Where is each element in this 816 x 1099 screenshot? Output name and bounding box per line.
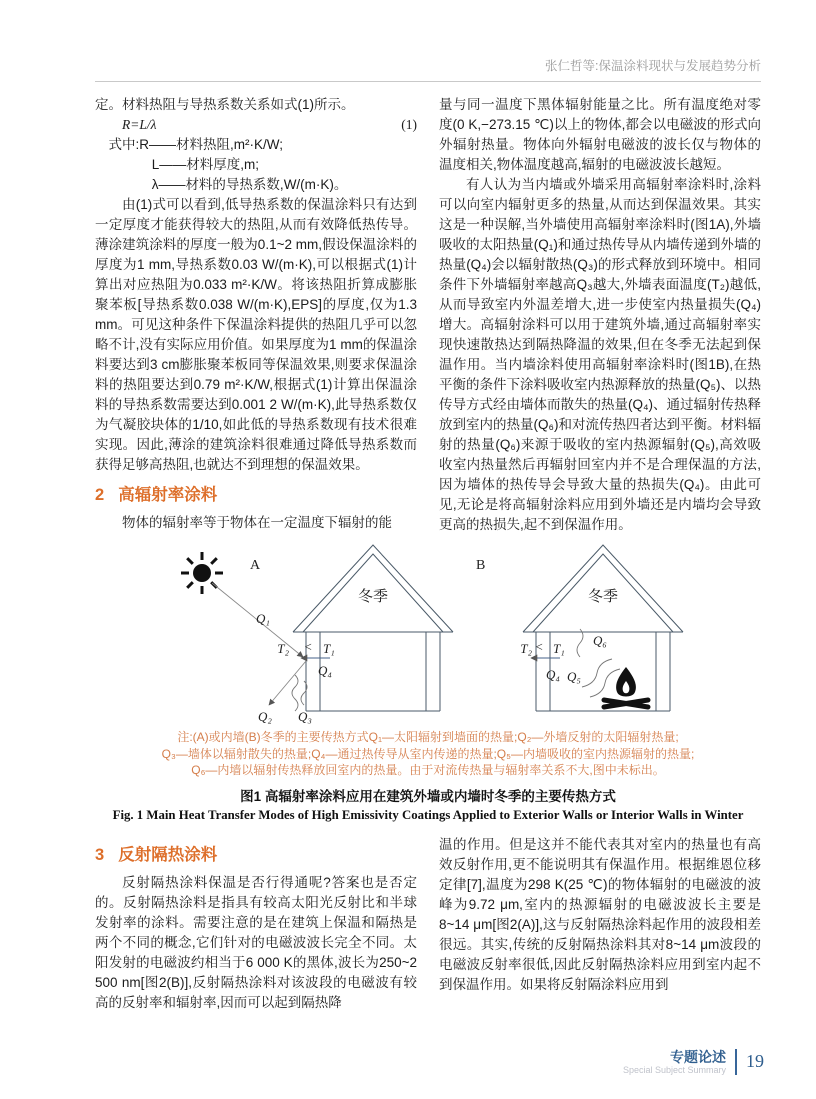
equation-1 bbox=[95, 115, 417, 135]
figure-1 bbox=[95, 539, 761, 823]
top-two-column-section bbox=[95, 95, 761, 535]
q6-label: Q₆ bbox=[593, 633, 607, 648]
page-footer bbox=[623, 1049, 764, 1075]
radiated-heat-waves-q3 bbox=[292, 675, 307, 711]
variable-definition: 式中:R——材料热阻,m²·K/W; bbox=[108, 137, 283, 152]
sun-icon bbox=[181, 552, 223, 594]
left-column-bottom bbox=[95, 835, 417, 1013]
right-column-top bbox=[439, 95, 761, 535]
section-2-heading bbox=[95, 484, 417, 506]
variable-definition: L——材料厚度,m; bbox=[151, 157, 259, 172]
figure-note-line: Q₆—内墙以辐射传热释放回室内的热量。由于对流传热量与辐射率关系不大,图中未标出。 bbox=[191, 763, 665, 777]
equation-body: R=L/λ bbox=[122, 117, 157, 132]
left-column-top bbox=[95, 95, 417, 535]
less-than-b: < bbox=[534, 639, 544, 654]
paragraph: 物体的辐射率等于物体在一定温度下辐射的能 bbox=[122, 515, 392, 530]
q4-label-b: Q₄ bbox=[546, 667, 560, 682]
section-title: 高辐射率涂料 bbox=[118, 486, 218, 504]
figure-caption-zh: 图1 高辐射率涂料应用在建筑外墙或内墙时冬季的主要传热方式 bbox=[240, 788, 616, 804]
bottom-two-column-section bbox=[95, 835, 761, 1013]
page-number: 19 bbox=[746, 1051, 764, 1072]
t1-label-a: T₁ bbox=[323, 641, 335, 656]
heat-source-waves-q5 bbox=[582, 659, 620, 697]
figure-caption-en: Fig. 1 Main Heat Transfer Modes of High Emissivity Coatings Applied to Exterior Walls or Interior Walls in Winter bbox=[112, 807, 744, 822]
paragraph: 由(1)式可以看到,低导热系数的保温涂料只有达到一定厚度才能获得较大的热阻,从而有效降低热传导。薄涂建筑涂料的厚度一般为0.1~2 mm,假设保温涂料的厚度为1 mm,导热系数0.03 W/(m·K),可以根据式(1)计算出对应热阻为0.033 m²·K/W。将该热阻折算成膨胀聚苯板[导热系数0.038 W/(m·K),EPS]的厚度,仅为1.3 mm。可见这种条件下保温涂料提供的热阻几乎可以忽略不计,没有实际应用价值。如果厚度为1 mm的保温涂料要达到3 cm膨胀聚苯板同等保温效果,则要求保温涂料的热阻要达到0.79 m²·K/W,根据式(1)计算出保温涂料的导热系数需要达到0.001 2 W/(m·K),此导热系数仅为气凝胶块体的1/10,如此低的导热系数现有技术很难实现。因此,薄涂的建筑涂料很难通过降低导热系数而获得足够高热阻,也就达不到理想的保温效果。 bbox=[95, 197, 417, 472]
q4-label-a: Q₄ bbox=[318, 663, 332, 678]
t2-label-a: T₂ bbox=[277, 641, 289, 656]
paragraph: 温的作用。但是这并不能代表其对室内的热量也有高效反射作用,更不能说明其有保温作用。根据维恩位移定律[7],温度为298 K(25 ℃)的物体辐射的电磁波的波峰为9.72 μm,室内的热源辐射的电磁波波长主要是8~14 μm[图2(A)],这与反射隔热涂料起作用的波段相差很远。其实,传统的反射隔热涂料其对8~14 μm波段的电磁波反射率很低,因此反射隔热涂料应用到室内起不到保温作用。如果将反射隔涂料应用到 bbox=[439, 836, 761, 992]
footer-column-title-zh: 专题论述 bbox=[670, 1048, 726, 1065]
less-than-a: < bbox=[303, 639, 313, 654]
section-number: 2 bbox=[95, 486, 105, 504]
figure-note bbox=[95, 729, 761, 779]
footer-column-labels bbox=[623, 1049, 737, 1075]
section-title: 反射隔热涂料 bbox=[118, 845, 218, 864]
paragraph: 定。材料热阻与导热系数关系如式(1)所示。 bbox=[95, 97, 355, 112]
paragraph: 反射隔热涂料保温是否行得通呢?答案也是否定的。反射隔热涂料是指具有较高太阳光反射比和半球发射率的涂料。需要注意的是在建筑上保温和隔热是两个不同的概念,它们针对的电磁波波长完全不同。太阳发射的电磁波约相当于6 000 K的黑体,波长为250~2 500 nm[图2(B)],反射隔热涂料对该波段的电磁波有较高的反射率和辐射率,因而可以起到隔热降 bbox=[95, 874, 417, 1010]
q2-label: Q₂ bbox=[258, 709, 272, 724]
figure-note-line: 注:(A)或内墙(B)冬季的主要传热方式Q₁—太阳辐射到墙面的热量;Q₂—外墙反射的太阳辐射热量; bbox=[177, 730, 679, 744]
winter-label-a: 冬季 bbox=[357, 588, 389, 605]
heat-transfer-diagram bbox=[168, 539, 688, 727]
paragraph: 量与同一温度下黑体辐射能量之比。所有温度绝对零度(0 K,−273.15 ℃)以上的物体,都会以电磁波的形式向外辐射热量。物体向外辐射电磁波的波长仅与物体的温度相关,物体温度越高,辐射的电磁波波长越短。 bbox=[439, 97, 761, 172]
house-a-outline bbox=[293, 545, 453, 711]
reradiated-heat-waves-q6 bbox=[577, 629, 583, 657]
page-content bbox=[95, 56, 761, 1013]
section-number: 3 bbox=[95, 845, 105, 864]
winter-label-b: 冬季 bbox=[587, 588, 619, 605]
equation-number: (1) bbox=[401, 117, 417, 132]
t1-label-b: T₁ bbox=[553, 641, 565, 656]
house-b-label: B bbox=[476, 558, 486, 573]
paragraph: 有人认为当内墙或外墙采用高辐射率涂料时,涂料可以向室内辐射更多的热量,从而达到保温效果。其实这是一种误解,当外墙使用高辐射率涂料时(图1A),外墙吸收的太阳热量(Q₁)和通过热传导从内墙传递到外墙的热量(Q₄)会以辐射散热(Q₃)的形式释放到环境中。相同条件下外墙辐射率越高Q₃越大,外墙表面温度(T₂)越低,从而导致室内外温差增大,进一步使室内热量损失(Q₄)增大。高辐射涂料可以用于建筑外墙,通过高辐射率实现快速散热达到隔热降温的效果,但在冬季无法起到保温作用。当内墙涂料使用高辐射率涂料时(图1B),在热平衡的条件下涂料吸收室内热源释放的热量(Q₅)、以热传导方式经由墙体而散失的热量(Q₄)、通过辐射传热释放到室内的热量(Q₆)和对流传热四者达到平衡。材料辐射的热量(Q₆)来源于吸收的室内热源辐射(Q₅),高效吸收室内热量然后再辐射回室内并不是合理保温的方法,因为墙体的热传导会导致大量的热损失(Q₄)。由此可见,无论是将高辐射涂料应用到外墙还是内墙均会导致更高的热损失,起不到保温作用。 bbox=[439, 177, 762, 532]
t2-label-b: T₂ bbox=[520, 641, 532, 656]
figure-note-line: Q₃—墙体以辐射散失的热量;Q₄—通过热传导从室内传递的热量;Q₅—内墙吸收的室内热源辐射的热量; bbox=[161, 746, 695, 761]
section-3-heading bbox=[95, 844, 417, 866]
q1-label: Q₁ bbox=[256, 611, 270, 626]
q3-label: Q₃ bbox=[298, 709, 312, 724]
reflected-radiation-arrow-q2 bbox=[269, 661, 306, 705]
q5-label: Q₅ bbox=[567, 669, 581, 684]
variable-definition: λ——材料的导热系数,W/(m·K)。 bbox=[151, 177, 348, 192]
figure-caption bbox=[95, 785, 761, 823]
house-a-label: A bbox=[250, 558, 261, 573]
right-column-bottom bbox=[439, 835, 761, 1013]
footer-column-title-en: Special Subject Summary bbox=[622, 1064, 726, 1075]
running-header: 张仁哲等:保温涂料现状与发展趋势分析 bbox=[95, 56, 761, 82]
house-b-outline bbox=[523, 545, 683, 711]
